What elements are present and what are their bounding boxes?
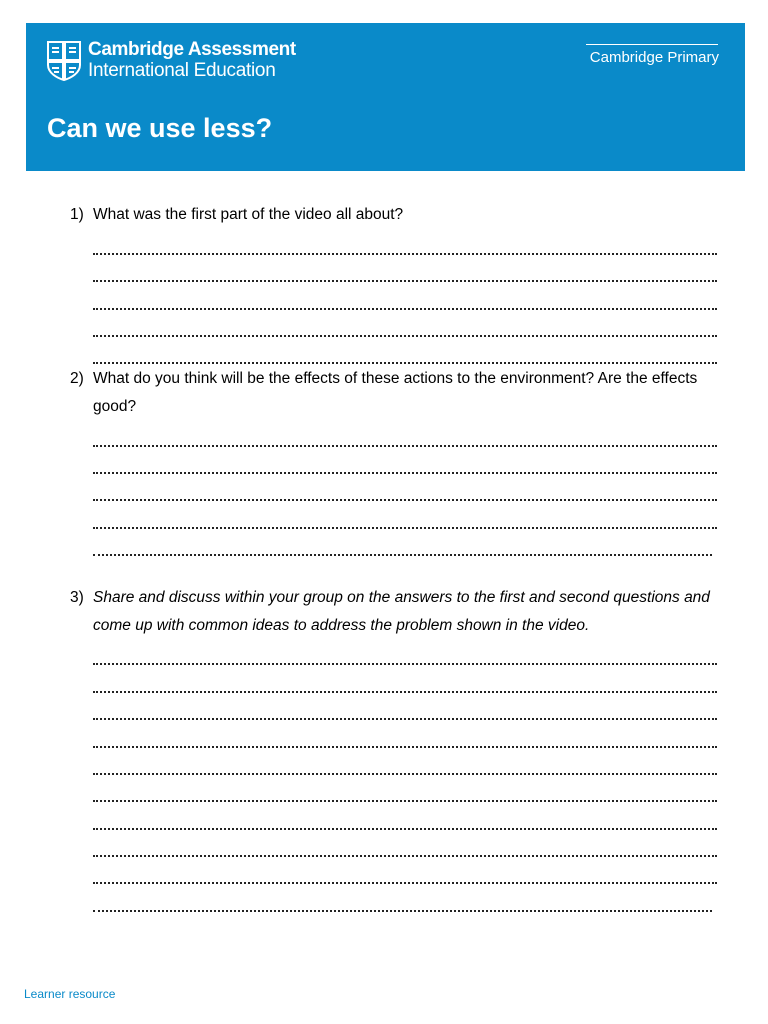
question-number: 2) <box>70 370 84 388</box>
question-text: What was the first part of the video all about? <box>93 206 404 223</box>
answer-line[interactable] <box>93 831 717 858</box>
answer-line[interactable] <box>93 311 717 338</box>
question-number: 1) <box>70 206 84 223</box>
answer-line[interactable] <box>93 721 717 748</box>
question-number: 3) <box>70 589 84 607</box>
answer-line[interactable] <box>93 420 717 447</box>
page-title: Can we use less? <box>47 113 273 143</box>
worksheet-content <box>70 201 717 913</box>
question-text: What do you think will be the effects of these actions to the environment? Are the effects good? <box>93 370 698 415</box>
cambridge-shield-icon <box>47 41 81 81</box>
answer-line[interactable] <box>93 858 717 885</box>
answer-line[interactable] <box>93 530 717 557</box>
logo-line-1: Cambridge Assessment <box>88 39 296 60</box>
answer-line[interactable] <box>93 803 717 830</box>
answer-line[interactable] <box>93 475 717 502</box>
question-2 <box>70 365 717 420</box>
answer-line[interactable] <box>93 338 717 365</box>
answer-line[interactable] <box>93 502 717 529</box>
answer-line[interactable] <box>93 448 717 475</box>
answer-line[interactable] <box>93 256 717 283</box>
brand-rule <box>586 44 718 45</box>
logo-line-2: International Education <box>88 60 276 81</box>
answer-line[interactable] <box>93 694 717 721</box>
footer-label: Learner resource <box>24 987 116 1001</box>
question-3 <box>70 584 717 639</box>
answer-line[interactable] <box>93 885 717 912</box>
answer-line[interactable] <box>93 749 717 776</box>
answer-line[interactable] <box>93 228 717 255</box>
answer-line[interactable] <box>93 666 717 693</box>
brand-label: Cambridge Primary <box>589 49 719 66</box>
logo-wordmark <box>88 39 296 81</box>
answer-line[interactable] <box>93 776 717 803</box>
section-gap <box>70 557 717 584</box>
answer-line[interactable] <box>93 283 717 310</box>
question-text: Share and discuss within your group on the answers to the first and second questions and come up with common ideas to address the problem shown in the video. <box>93 589 710 634</box>
header-banner <box>26 23 745 171</box>
answer-line[interactable] <box>93 639 717 666</box>
question-1 <box>70 201 717 228</box>
